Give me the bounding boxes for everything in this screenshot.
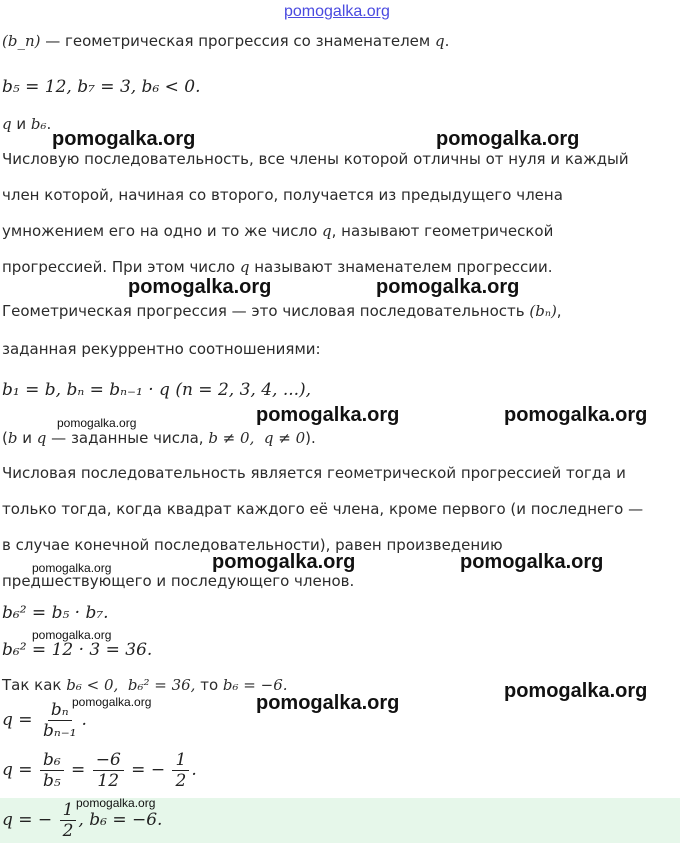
solution-step-2: b₆² = 12 · 3 = 36. [2,640,153,660]
note-cond: b ≠ 0, q ≠ 0 [208,429,306,447]
rec1-text: Геометрическая прогрессия — это числовая последовательность [2,302,525,320]
watermark: pomogalka.org [504,680,648,702]
property-line-2: только тогда, когда квадрат каждого её члена, кроме первого (и последнего — [2,500,644,518]
watermark: pomogalka.org [32,561,112,575]
note-q: q [36,429,47,447]
ratio-calc-eq: = [71,760,86,780]
answer-numerator: 1 [60,800,77,821]
ratio-formula-numerator: bₙ [48,700,72,721]
watermark: pomogalka.org [436,128,580,150]
watermark: pomogalka.org [57,416,137,430]
watermark: pomogalka.org [504,404,648,426]
solution-step-3 [2,676,288,694]
watermark: pomogalka.org [256,692,400,714]
watermark: pomogalka.org [212,551,356,573]
find-period: . [46,115,52,133]
answer-rest: , b₆ = −6. [78,810,163,830]
ratio-calc-num-2: −6 [93,750,124,771]
ratio-formula-lhs: q = [2,710,33,730]
definition-line-1: Числовую последовательность, все члены которой отличны от нуля и каждый [2,150,629,168]
note-and: и [22,429,32,447]
ratio-calc-lhs: q = [2,760,33,780]
property-line-3: в случае конечной последовательности), равен произведению [2,536,503,554]
def4-q: q [239,258,250,276]
find-q: q [2,115,12,133]
watermark: pomogalka.org [376,276,520,298]
answer-lhs: q = − [2,810,53,830]
watermark: pomogalka.org [32,628,112,642]
note-open: ( [2,429,8,447]
ratio-formula-end: . [81,710,87,730]
watermark: pomogalka.org [256,404,400,426]
ratio-calc-fraction-2 [93,750,124,791]
definition-line-3 [2,222,553,240]
watermark: pomogalka.org [52,128,196,150]
watermark: pomogalka.org [460,551,604,573]
ratio-calculation [2,750,197,791]
note-text: — заданные числа, [51,429,204,447]
recurrent-note [2,429,316,447]
step3-cond: b₆ < 0, b₆² = 36, [66,676,196,694]
sequence-symbol: (b_n) [2,32,41,50]
condition-text: — геометрическая прогрессия со знаменателем [45,32,431,50]
ratio-calc-eq-2: = − [131,760,166,780]
find-and: и [16,115,27,133]
recurrent-line-1 [2,302,562,320]
given-values: b₅ = 12, b₇ = 3, b₆ < 0. [2,77,201,97]
ratio-calc-den-3: 2 [175,771,187,791]
watermark: pomogalka.org [76,796,156,810]
ratio-calc-den-1: b₅ [42,771,61,791]
step3-result: b₆ = −6. [222,676,288,694]
rec1-comma: , [556,302,562,320]
answer-fraction [60,800,77,841]
definition-line-2: член которой, начиная со второго, получается из предыдущего члена [2,186,563,204]
def3-text-b: , называют геометрической [331,222,554,240]
ratio-calc-end: . [191,760,197,780]
ratio-calc-fraction-1 [40,750,64,791]
property-line-1: Числовая последовательность является геометрической прогрессией тогда и [2,464,626,482]
watermark: pomogalka.org [72,695,152,709]
definition-line-4 [2,258,553,276]
answer-denominator: 2 [62,821,74,841]
def3-q: q [322,222,332,240]
condition-line [2,32,449,50]
def4-text-a: прогрессией. При этом число [2,258,236,276]
recurrent-formula: b₁ = b, bₙ = bₙ₋₁ · q (n = 2, 3, 4, ...), [2,380,312,400]
step3-prefix: Так как [2,676,62,694]
recurrent-line-2: заданная рекуррентно соотношениями: [2,340,321,358]
rec1-seq: (bₙ) [529,302,557,320]
find-b6: b₆ [30,115,47,133]
def3-text-a: умножением его на одно и то же число [2,222,318,240]
note-b: b [7,429,18,447]
step3-mid: то [200,676,219,694]
ratio-symbol: q [435,32,445,50]
property-line-4: предшествующего и последующего членов. [2,572,355,590]
ratio-calc-fraction-3 [172,750,189,791]
ratio-calc-num-1: b₆ [40,750,64,771]
ratio-calc-num-3: 1 [172,750,189,771]
header-watermark-link[interactable]: pomogalka.org [284,3,390,20]
condition-period: . [444,32,450,50]
def4-text-b: называют знаменателем прогрессии. [254,258,553,276]
ratio-calc-den-2: 12 [97,771,120,791]
watermark: pomogalka.org [128,276,272,298]
solution-step-1: b₆² = b₅ · b₇. [2,603,109,623]
note-close: ). [305,429,316,447]
find-line [2,115,51,133]
ratio-formula-denominator: bₙ₋₁ [42,721,77,741]
